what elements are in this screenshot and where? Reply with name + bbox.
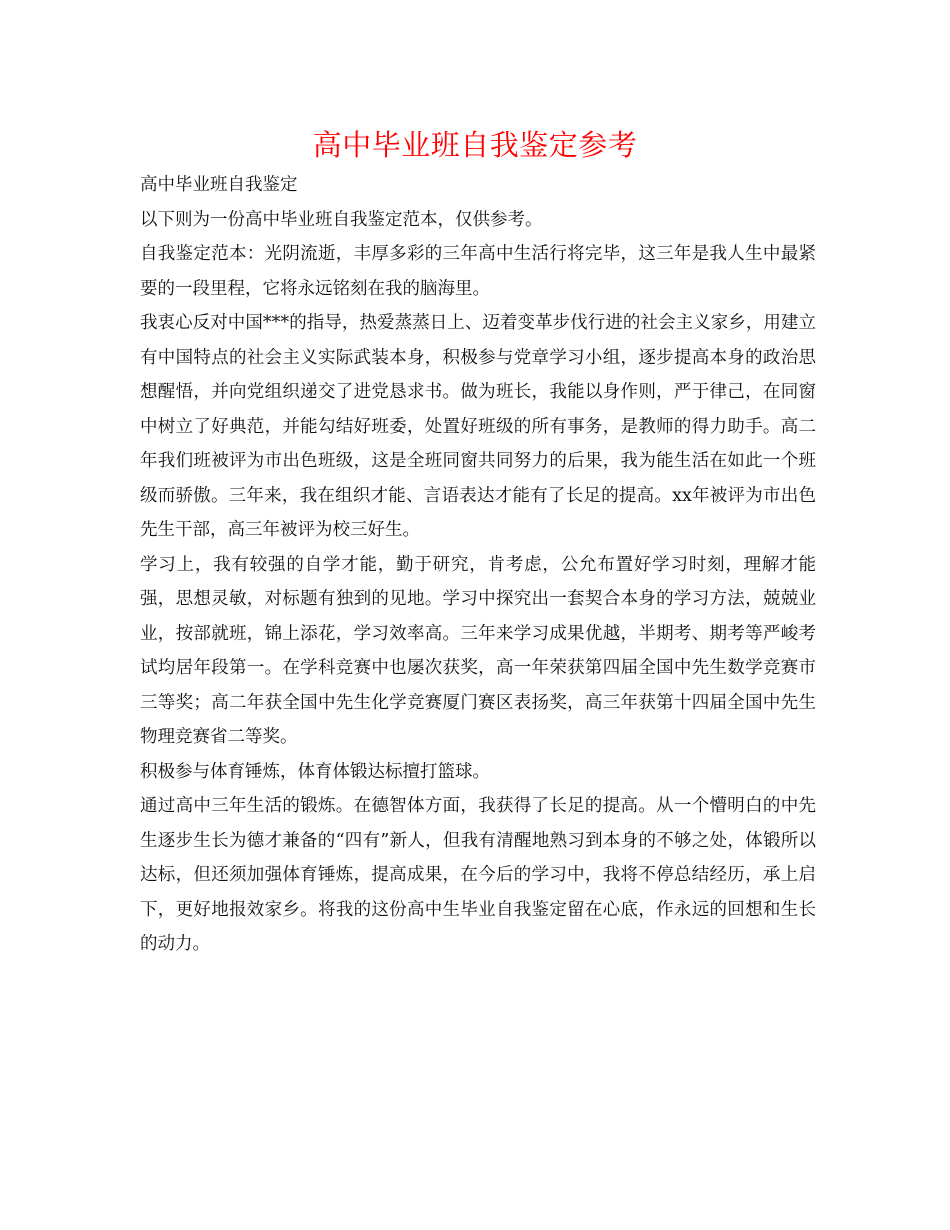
document-title: 高中毕业班自我鉴定参考 bbox=[312, 128, 638, 162]
paragraph-heading: 高中毕业班自我鉴定 bbox=[140, 175, 298, 195]
paragraph-political-conduct: 我衷心反对中国***的指导，热爱蒸蒸日上、迈着变革步伐行进的社会主义家乡，用建立有中国特点的社会主义实际武装本身，积极参与党章学习小组，逐步提高本身的政治思想醒悟，并向党组织递交了进党恳求书。做为班长，我能以身作则，严于律己，在同窗中树立了好典范，并能勾结好班委，处置好班级的所有事务，是教师的得力助手。高二年我们班被评为市出色班级，这是全班同窗共同努力的后果，我为能生活在如此一个班级而骄傲。三年来，我在组织才能、言语表达才能有了长足的提高。xx年被评为市出色先生干部，高三年被评为校三好生。 bbox=[140, 313, 816, 540]
paragraph-summary: 通过高中三年生活的锻炼。在德智体方面，我获得了长足的提高。从一个懵明白的中先生逐步生长为德才兼备的“四有”新人，但我有清醒地熟习到本身的不够之处，体锻所以达标，但还须加强体育锤炼，提高成果，在今后的学习中，我将不停总结经历，承上启下，更好地报效家乡。将我的这份高中生毕业自我鉴定留在心底，作永远的回想和生长的动力。 bbox=[140, 796, 816, 954]
paragraph-sample-opening: 自我鉴定范本：光阴流逝，丰厚多彩的三年高中生活行将完毕，这三年是我人生中最紧要的一段里程，它将永远铭刻在我的脑海里。 bbox=[140, 244, 816, 299]
paragraph-sports: 积极参与体育锤炼，体育体锻达标擅打篮球。 bbox=[140, 761, 490, 782]
paragraph-study: 学习上，我有较强的自学才能，勤于研究，肯考虑，公允布置好学习时刻，理解才能强，思想灵敏，对标题有独到的见地。学习中探究出一套契合本身的学习方法，兢兢业业，按部就班，锦上添花，学习效率高。三年来学习成果优越，半期考、期考等严峻考试均居年段第一。在学科竞赛中也屡次获奖，高一年荣获第四届全国中先生数学竞赛市三等奖；高二年获全国中先生化学竞赛厦门赛区表扬奖，高三年获第十四届全国中先生物理竞赛省二等奖。 bbox=[140, 554, 816, 747]
paragraph-intro: 以下则为一份高中毕业班自我鉴定范本，仅供参考。 bbox=[140, 209, 543, 230]
document-body bbox=[140, 168, 816, 962]
